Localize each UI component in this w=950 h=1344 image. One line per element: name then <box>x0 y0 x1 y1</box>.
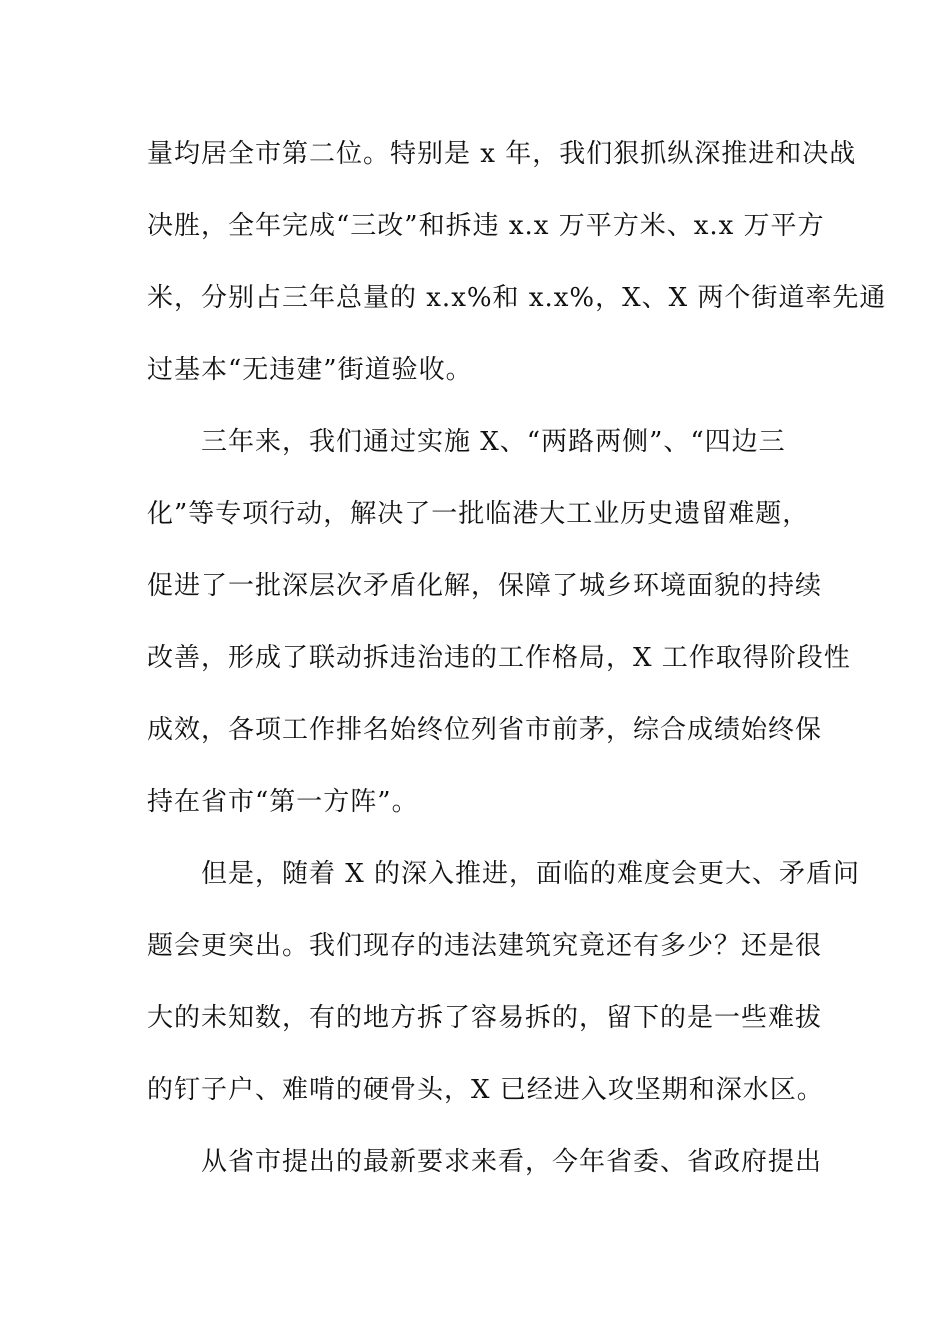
text-line: 持在省市“第一方阵”。 <box>147 787 419 817</box>
text-line: 过基本“无违建”街道验收。 <box>147 355 473 385</box>
text-line: 量均居全市第二位。特别是 x 年，我们狠抓纵深推进和决战 <box>147 139 857 169</box>
text-line: 题会更突出。我们现存的违法建筑究竟还有多少？还是很 <box>147 931 823 961</box>
text-line: 的钉子户、难啃的硬骨头，X 已经进入攻坚期和深水区。 <box>147 1075 824 1105</box>
text-line: 但是，随着 X 的深入推进，面临的难度会更大、矛盾问 <box>147 859 861 889</box>
text-line: 米，分别占三年总量的 x.x%和 x.x%，X、X 两个街道率先通 <box>147 283 887 313</box>
text-line: 三年来，我们通过实施 X、“两路两侧”、“四边三 <box>147 427 786 457</box>
text-line: 化”等专项行动，解决了一批临港大工业历史遗留难题， <box>147 499 810 529</box>
text-line: 从省市提出的最新要求来看，今年省委、省政府提出 <box>147 1147 823 1177</box>
text-line: 成效，各项工作排名始终位列省市前茅，综合成绩始终保 <box>147 715 823 745</box>
text-line: 改善，形成了联动拆违治违的工作格局，X 工作取得阶段性 <box>147 643 851 673</box>
document-body <box>147 128 887 1208</box>
text-line: 促进了一批深层次矛盾化解，保障了城乡环境面貌的持续 <box>147 571 823 601</box>
text-line: 大的未知数，有的地方拆了容易拆的，留下的是一些难拔 <box>147 1003 823 1033</box>
text-line: 决胜，全年完成“三改”和拆违 x.x 万平方米、x.x 万平方 <box>147 211 825 241</box>
